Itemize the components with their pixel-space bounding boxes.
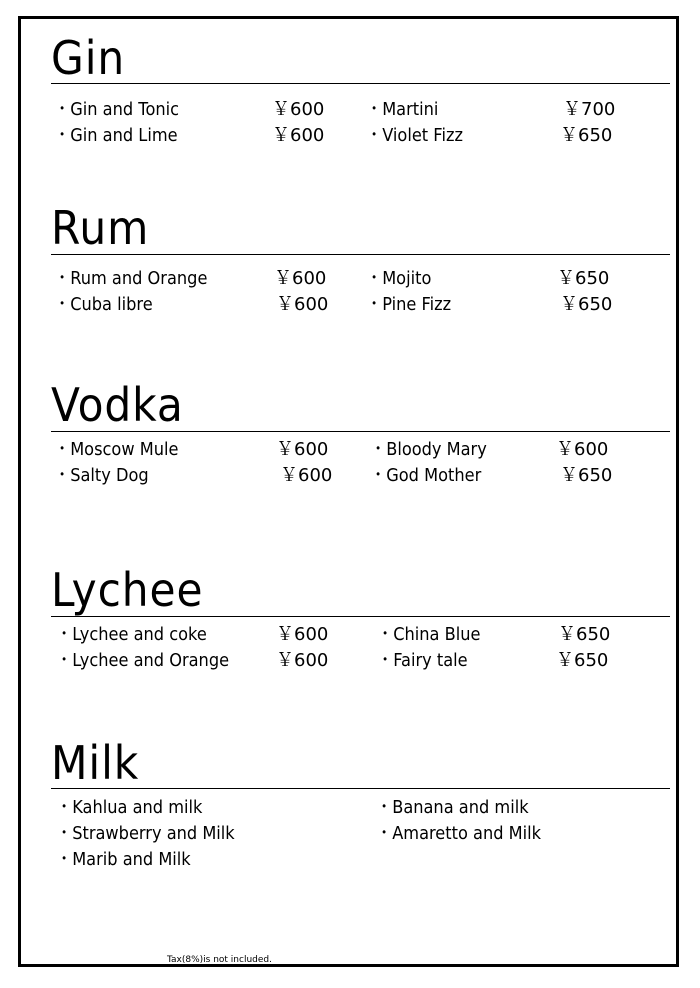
- tax-note: Tax(8%)is not included.: [167, 955, 272, 965]
- menu-item-name: ・Cuba libre: [54, 294, 153, 315]
- menu-item-price: ￥650: [560, 294, 613, 315]
- menu-item-name: ・Lychee and coke: [56, 624, 207, 645]
- menu-item-name: ・Kahlua and milk: [56, 797, 203, 818]
- menu-item-name: ・Rum and Orange: [54, 268, 208, 289]
- menu-item-price: ￥650: [560, 125, 613, 146]
- menu-item-price: ￥600: [272, 99, 325, 120]
- menu-item-name: ・Fairy tale: [377, 650, 468, 671]
- menu-item-price: ￥650: [558, 624, 611, 645]
- section-divider: [51, 254, 670, 255]
- menu-item-name: ・Pine Fizz: [366, 294, 452, 315]
- menu-item-price: ￥700: [563, 99, 616, 120]
- menu-item-price: ￥600: [274, 268, 327, 289]
- section-title-rum: Rum: [51, 201, 150, 255]
- menu-item-name: ・Salty Dog: [54, 465, 149, 486]
- menu-item-price: ￥600: [276, 624, 329, 645]
- menu-item-name: ・God Mother: [370, 465, 482, 486]
- menu-item-name: ・Moscow Mule: [54, 439, 179, 460]
- menu-item-name: ・Amaretto and Milk: [376, 823, 542, 844]
- menu-item-name: ・Bloody Mary: [370, 439, 487, 460]
- menu-item-name: ・China Blue: [377, 624, 481, 645]
- menu-item-price: ￥600: [556, 439, 609, 460]
- menu-item-price: ￥600: [280, 465, 333, 486]
- menu-item-price: ￥650: [557, 268, 610, 289]
- section-divider: [51, 788, 670, 789]
- menu-item-name: ・Gin and Tonic: [54, 99, 180, 120]
- section-title-gin: Gin: [51, 31, 126, 85]
- section-title-lychee: Lychee: [51, 563, 204, 617]
- menu-item-price: ￥650: [556, 650, 609, 671]
- section-divider: [51, 431, 670, 432]
- menu-item-price: ￥600: [276, 439, 329, 460]
- section-divider: [51, 616, 670, 617]
- menu-item-name: ・Banana and milk: [376, 797, 529, 818]
- menu-item-price: ￥600: [276, 294, 329, 315]
- menu-item-name: ・Strawberry and Milk: [56, 823, 235, 844]
- section-title-vodka: Vodka: [51, 378, 184, 432]
- menu-item-name: ・Mojito: [366, 268, 432, 289]
- menu-item-price: ￥600: [272, 125, 325, 146]
- section-title-milk: Milk: [51, 736, 140, 790]
- menu-item-price: ￥650: [560, 465, 613, 486]
- menu-item-name: ・Martini: [366, 99, 439, 120]
- menu-item-name: ・Violet Fizz: [366, 125, 463, 146]
- menu-item-price: ￥600: [276, 650, 329, 671]
- menu-item-name: ・Gin and Lime: [54, 125, 178, 146]
- section-divider: [51, 83, 670, 84]
- menu-item-name: ・Lychee and Orange: [56, 650, 230, 671]
- menu-item-name: ・Marib and Milk: [56, 849, 191, 870]
